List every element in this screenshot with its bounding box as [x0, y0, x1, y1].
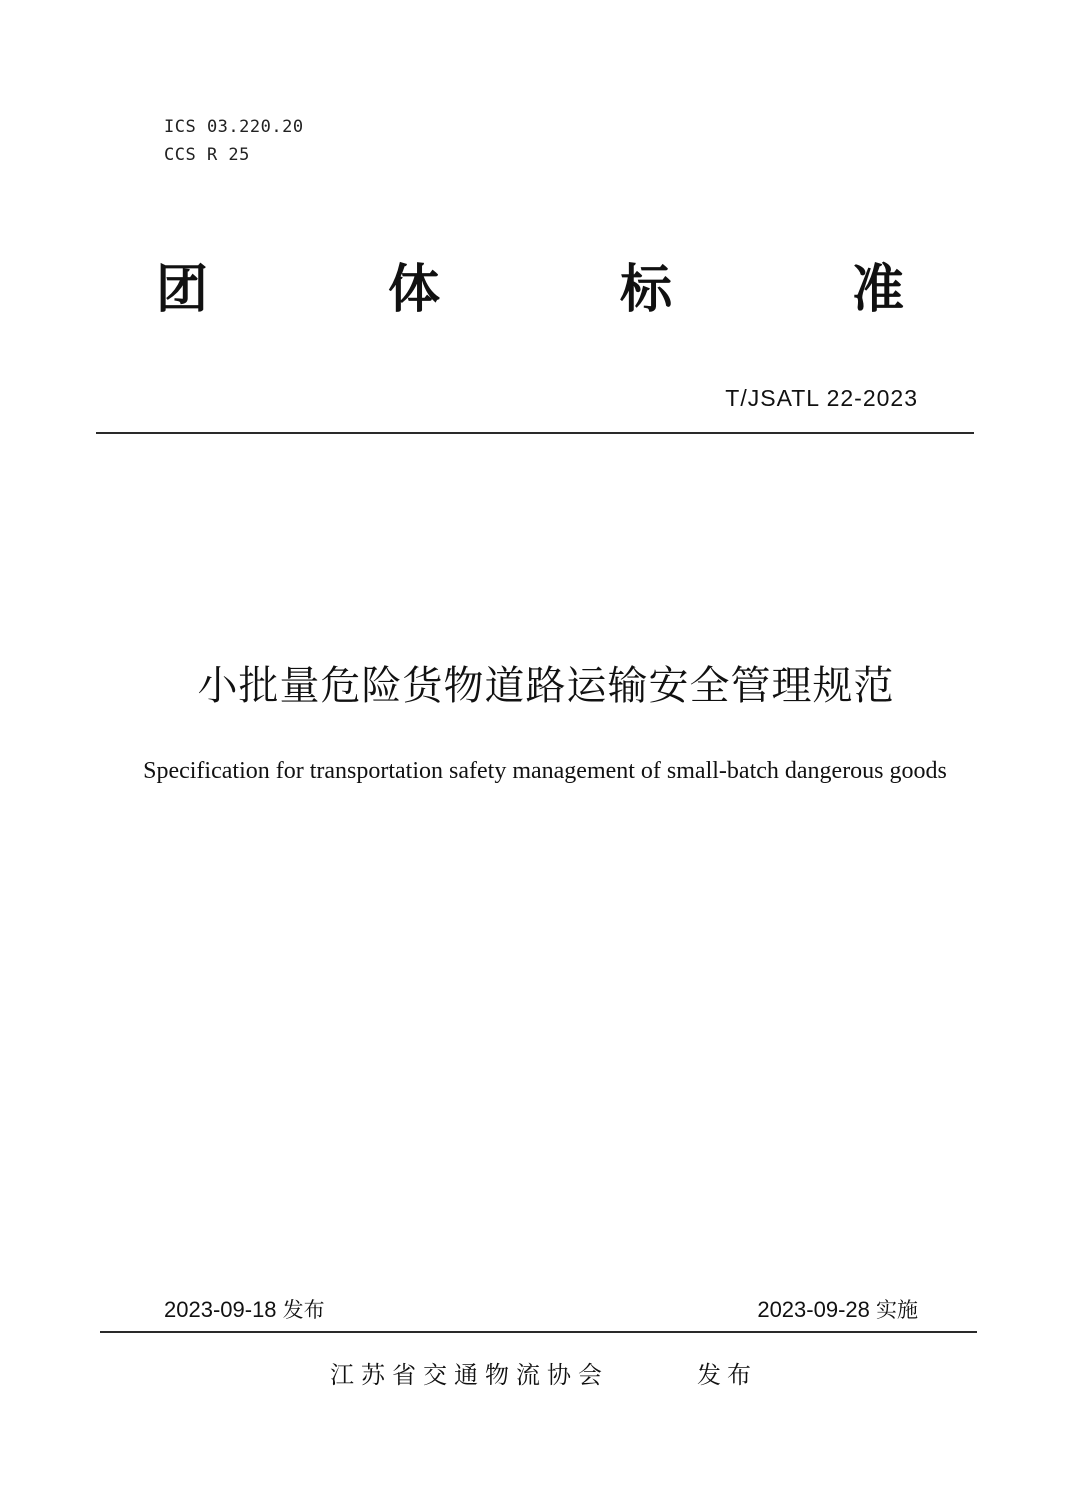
title-chinese: 小批量危险货物道路运输安全管理规范 [197, 663, 895, 709]
standard-type-char-2: 体 [388, 260, 441, 320]
issue-date: 2023-09-18 [164, 1297, 277, 1322]
title-english: Specification for transportation safety management of small-batch dangerous goods [143, 758, 947, 784]
standard-type-char-4: 准 [852, 260, 905, 320]
implementation-date-line [757, 1296, 918, 1324]
publisher-suffix: 发布 [697, 1361, 757, 1389]
top-divider [96, 432, 974, 434]
ics-code: ICS 03.220.20 [164, 117, 304, 137]
ccs-code: CCS R 25 [164, 145, 250, 165]
standard-type-char-1: 团 [156, 260, 209, 320]
bottom-divider [100, 1331, 977, 1333]
issue-date-line [164, 1296, 325, 1324]
implementation-label: 实施 [876, 1298, 918, 1322]
publisher-name: 江苏省交通物流协会 [330, 1361, 609, 1389]
standard-number: T/JSATL 22-2023 [725, 385, 918, 411]
standard-type-char-3: 标 [620, 260, 673, 320]
implementation-date: 2023-09-28 [757, 1297, 870, 1322]
issue-label: 发布 [282, 1298, 325, 1322]
